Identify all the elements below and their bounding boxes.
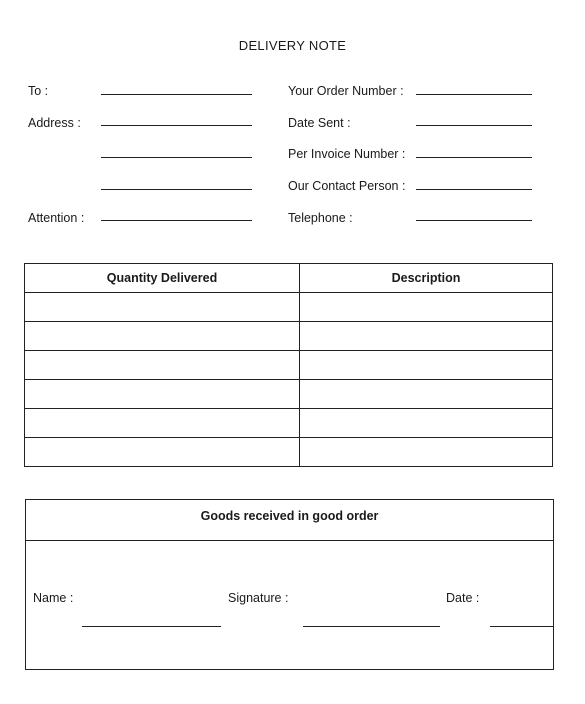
quantity-cell[interactable] bbox=[25, 322, 300, 351]
name-label: Name : bbox=[33, 591, 74, 605]
signature-field[interactable] bbox=[303, 626, 440, 627]
description-cell[interactable] bbox=[300, 351, 553, 380]
receipt-box bbox=[25, 499, 554, 670]
name-field[interactable] bbox=[82, 626, 221, 627]
table-row bbox=[25, 380, 553, 409]
date-sent-label: Date Sent : bbox=[288, 116, 351, 130]
table-row bbox=[25, 409, 553, 438]
receipt-title: Goods received in good order bbox=[200, 509, 379, 523]
table-row bbox=[25, 351, 553, 380]
quantity-cell[interactable] bbox=[25, 438, 300, 467]
description-cell[interactable] bbox=[300, 293, 553, 322]
contact-person-label: Our Contact Person : bbox=[288, 179, 406, 193]
date-sent-field[interactable] bbox=[416, 125, 532, 126]
description-header: Description bbox=[300, 264, 553, 293]
telephone-label: Telephone : bbox=[288, 211, 353, 225]
address-field-line-1[interactable] bbox=[101, 125, 252, 126]
address-field-line-3[interactable] bbox=[101, 189, 252, 190]
quantity-cell[interactable] bbox=[25, 409, 300, 438]
receipt-header bbox=[26, 500, 553, 541]
page-title: DELIVERY NOTE bbox=[238, 38, 347, 53]
table-row bbox=[25, 293, 553, 322]
order-number-label: Your Order Number : bbox=[288, 84, 404, 98]
signature-label: Signature : bbox=[228, 591, 289, 605]
date-label: Date : bbox=[446, 591, 480, 605]
contact-person-field[interactable] bbox=[416, 189, 532, 190]
to-label: To : bbox=[28, 84, 49, 98]
order-number-field[interactable] bbox=[416, 94, 532, 95]
quantity-cell[interactable] bbox=[25, 380, 300, 409]
quantity-cell[interactable] bbox=[25, 293, 300, 322]
table-row bbox=[25, 438, 553, 467]
description-cell[interactable] bbox=[300, 409, 553, 438]
to-field[interactable] bbox=[101, 94, 252, 95]
table-row bbox=[25, 322, 553, 351]
invoice-number-field[interactable] bbox=[416, 157, 532, 158]
address-label: Address : bbox=[28, 116, 81, 130]
invoice-number-label: Per Invoice Number : bbox=[288, 147, 406, 161]
description-cell[interactable] bbox=[300, 380, 553, 409]
description-cell[interactable] bbox=[300, 322, 553, 351]
telephone-field[interactable] bbox=[416, 220, 532, 221]
attention-field[interactable] bbox=[101, 220, 252, 221]
date-field[interactable] bbox=[490, 626, 553, 627]
quantity-cell[interactable] bbox=[25, 351, 300, 380]
table-header-row bbox=[25, 264, 553, 293]
attention-label: Attention : bbox=[28, 211, 85, 225]
address-field-line-2[interactable] bbox=[101, 157, 252, 158]
description-cell[interactable] bbox=[300, 438, 553, 467]
quantity-delivered-header: Quantity Delivered bbox=[25, 264, 300, 293]
items-table bbox=[24, 263, 553, 467]
